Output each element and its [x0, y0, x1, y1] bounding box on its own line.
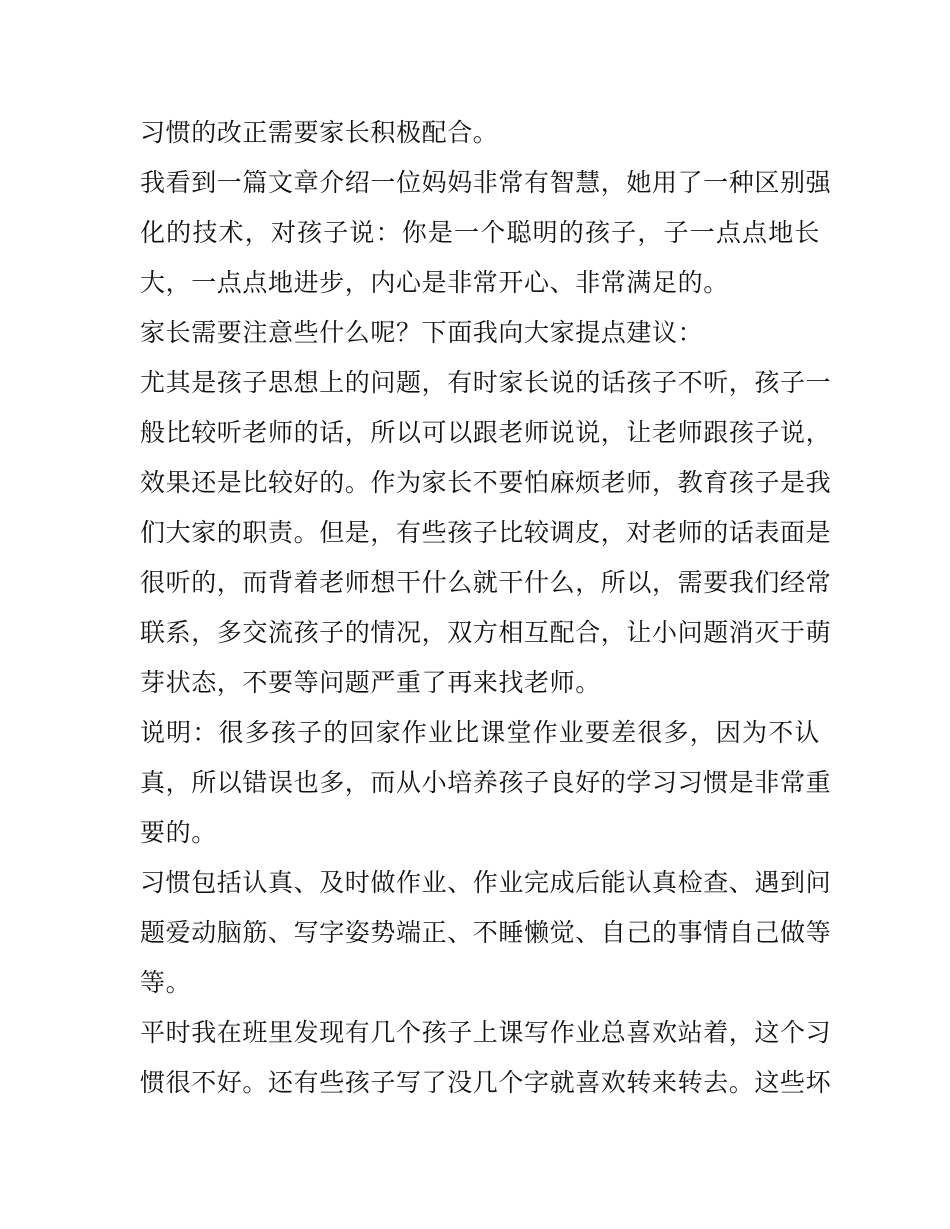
text-line: 真，所以错误也多，而从小培养孩子良好的学习习惯是非常重 — [140, 768, 832, 797]
paragraph-7 — [140, 1008, 832, 1108]
text-line: 说明：很多孩子的回家作业比课堂作业要差很多，因为不认 — [140, 718, 820, 747]
text-line: 我看到一篇文章介绍一位妈妈非常有智慧，她用了一种区别强 — [140, 168, 832, 197]
text-line: 联系，多交流孩子的情况，双方相互配合，让小问题消灭于萌 — [140, 618, 832, 647]
text-line: 平时我在班里发现有几个孩子上课写作业总喜欢站着，这个习 — [140, 1018, 832, 1047]
paragraph-2 — [140, 158, 832, 308]
text-line: 效果还是比较好的。作为家长不要怕麻烦老师，教育孩子是我 — [140, 468, 832, 497]
text-line: 习惯的改正需要家长积极配合。 — [140, 118, 499, 147]
text-line: 要的。 — [140, 818, 217, 847]
text-line: 题爱动脑筋、写字姿势端正、不睡懒觉、自己的事情自己做等 — [140, 918, 832, 947]
paragraph-3 — [140, 308, 820, 358]
text-line: 大，一点点地进步，内心是非常开心、非常满足的。 — [140, 268, 729, 297]
paragraph-6 — [140, 858, 832, 1008]
text-line: 芽状态，不要等问题严重了再来找老师。 — [140, 668, 601, 697]
text-line: 家长需要注意些什么呢？下面我向大家提点建议： — [140, 318, 704, 347]
text-line: 等。 — [140, 968, 192, 997]
paragraph-1 — [140, 108, 820, 158]
text-line: 很听的，而背着老师想干什么就干什么，所以，需要我们经常 — [140, 568, 832, 597]
text-line: 化的技术，对孩子说：你是一个聪明的孩子，子一点点地长 — [140, 218, 820, 247]
text-line: 们大家的职责。但是，有些孩子比较调皮，对老师的话表面是 — [140, 518, 832, 547]
paragraph-5 — [140, 708, 832, 858]
text-line: 般比较听老师的话，所以可以跟老师说说，让老师跟孩子说， — [140, 418, 832, 447]
paragraph-4 — [140, 358, 832, 708]
text-line: 惯很不好。还有些孩子写了没几个字就喜欢转来转去。这些坏 — [140, 1068, 832, 1097]
text-line: 习惯包括认真、及时做作业、作业完成后能认真检查、遇到问 — [140, 868, 832, 897]
text-line: 尤其是孩子思想上的问题，有时家长说的话孩子不听，孩子一 — [140, 368, 832, 397]
document-body — [140, 108, 832, 1108]
